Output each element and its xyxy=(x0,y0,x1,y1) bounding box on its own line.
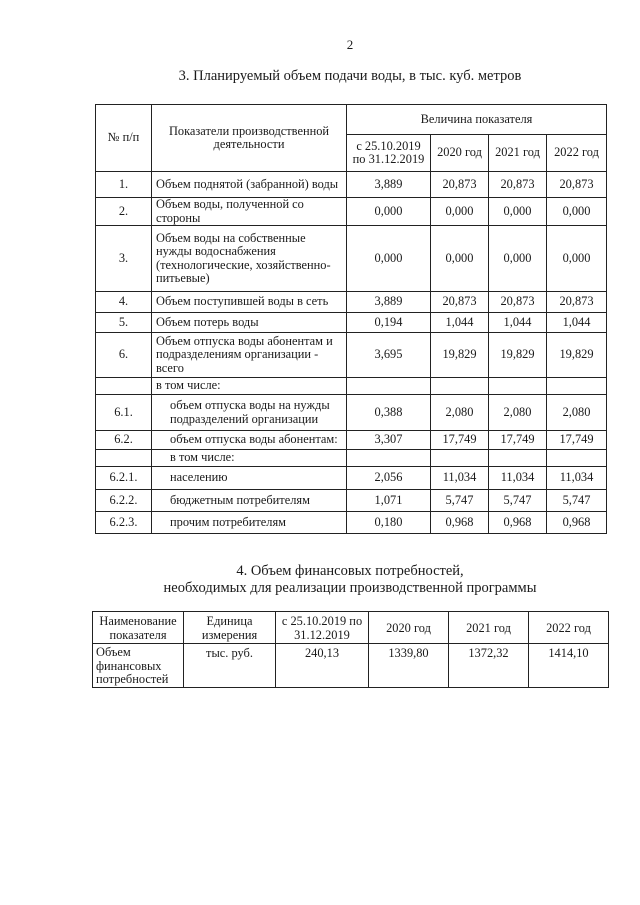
row-value xyxy=(547,378,607,395)
row-label: Объем потерь воды xyxy=(152,313,347,333)
row-number: 6.2.2. xyxy=(96,490,152,512)
row-value: 17,749 xyxy=(489,431,547,450)
row-value xyxy=(489,378,547,395)
fin-header-period-4: 2022 год xyxy=(529,612,609,644)
section4-title xyxy=(0,563,640,597)
row-number: 2. xyxy=(96,198,152,226)
row-value: 1,071 xyxy=(347,490,431,512)
row-value: 17,749 xyxy=(431,431,489,450)
row-value: 3,307 xyxy=(347,431,431,450)
row-value: 0,968 xyxy=(489,512,547,534)
row-value: 2,080 xyxy=(431,395,489,431)
row-label: объем отпуска воды на нужды подразделений организации xyxy=(152,395,347,431)
row-value: 0,000 xyxy=(489,198,547,226)
row-value: 0,000 xyxy=(547,226,607,292)
row-value xyxy=(489,450,547,467)
fin-header-name: Наименование показателя xyxy=(93,612,184,644)
row-value: 2,080 xyxy=(547,395,607,431)
row-value: 20,873 xyxy=(489,292,547,313)
row-value: 0,000 xyxy=(347,226,431,292)
table-row xyxy=(93,644,609,688)
row-value: 20,873 xyxy=(431,172,489,198)
table-row xyxy=(96,378,607,395)
fin-row-value: 1339,80 xyxy=(369,644,449,688)
fin-row-value: 1414,10 xyxy=(529,644,609,688)
row-value: 5,747 xyxy=(547,490,607,512)
row-value: 1,044 xyxy=(431,313,489,333)
row-value: 19,829 xyxy=(547,333,607,378)
row-value: 0,194 xyxy=(347,313,431,333)
row-value xyxy=(431,450,489,467)
fin-row-name: Объем финансовых потребностей xyxy=(93,644,184,688)
fin-row-unit: тыс. руб. xyxy=(184,644,276,688)
row-value: 0,000 xyxy=(347,198,431,226)
row-number: 1. xyxy=(96,172,152,198)
row-value: 0,000 xyxy=(489,226,547,292)
financial-needs-table xyxy=(92,611,609,688)
row-value: 0,000 xyxy=(431,226,489,292)
row-value: 11,034 xyxy=(489,467,547,490)
row-label: Объем поднятой (забранной) воды xyxy=(152,172,347,198)
row-value: 0,000 xyxy=(431,198,489,226)
row-value: 3,695 xyxy=(347,333,431,378)
row-value: 20,873 xyxy=(547,172,607,198)
table-row xyxy=(96,226,607,292)
row-number: 6.2.3. xyxy=(96,512,152,534)
row-number: 5. xyxy=(96,313,152,333)
row-value xyxy=(347,450,431,467)
table-row xyxy=(96,198,607,226)
row-label: в том числе: xyxy=(152,378,347,395)
row-number: 6.2. xyxy=(96,431,152,450)
fin-header-unit: Единица измерения xyxy=(184,612,276,644)
fin-row-value: 240,13 xyxy=(276,644,369,688)
section3-title: 3. Планируемый объем подачи воды, в тыс. куб. метров xyxy=(178,68,522,84)
section4-title-line1: 4. Объем финансовых потребностей, xyxy=(236,563,464,579)
row-label: в том числе: xyxy=(152,450,347,467)
row-number xyxy=(96,378,152,395)
row-value: 2,080 xyxy=(489,395,547,431)
row-value: 5,747 xyxy=(431,490,489,512)
row-value: 17,749 xyxy=(547,431,607,450)
fin-header-period-2: 2020 год xyxy=(369,612,449,644)
row-number: 6. xyxy=(96,333,152,378)
table-row xyxy=(96,450,607,467)
financial-needs-table-body xyxy=(93,644,609,688)
header-period-3: 2021 год xyxy=(489,135,547,172)
fin-header-period-1: с 25.10.2019 по 31.12.2019 xyxy=(276,612,369,644)
page-number: 2 xyxy=(346,37,354,52)
row-value: 20,873 xyxy=(489,172,547,198)
water-supply-table xyxy=(95,104,607,534)
fin-row-value: 1372,32 xyxy=(449,644,529,688)
row-value: 2,056 xyxy=(347,467,431,490)
row-value xyxy=(431,378,489,395)
row-value: 19,829 xyxy=(431,333,489,378)
header-num: № п/п xyxy=(96,105,152,172)
row-value: 20,873 xyxy=(547,292,607,313)
table-row xyxy=(96,292,607,313)
row-label: Объем отпуска воды абонентам и подразделениям организации - всего xyxy=(152,333,347,378)
header-indicator: Показатели производственной деятельности xyxy=(152,105,347,172)
row-number: 4. xyxy=(96,292,152,313)
row-value xyxy=(547,450,607,467)
row-label: Объем поступившей воды в сеть xyxy=(152,292,347,313)
header-period-4: 2022 год xyxy=(547,135,607,172)
header-period-1: с 25.10.2019 по 31.12.2019 xyxy=(347,135,431,172)
table-row xyxy=(96,172,607,198)
table-row xyxy=(96,313,607,333)
row-value: 19,829 xyxy=(489,333,547,378)
header-period-2: 2020 год xyxy=(431,135,489,172)
row-label: Объем воды, полученной со стороны xyxy=(152,198,347,226)
row-value: 0,968 xyxy=(431,512,489,534)
water-supply-table-body xyxy=(96,172,607,534)
row-value: 0,388 xyxy=(347,395,431,431)
row-value: 3,889 xyxy=(347,292,431,313)
row-number: 3. xyxy=(96,226,152,292)
row-value: 11,034 xyxy=(431,467,489,490)
table-row xyxy=(96,333,607,378)
row-label: объем отпуска воды абонентам: xyxy=(152,431,347,450)
row-value: 0,968 xyxy=(547,512,607,534)
row-label: бюджетным потребителям xyxy=(152,490,347,512)
table-row xyxy=(96,395,607,431)
row-value xyxy=(347,378,431,395)
row-number: 6.1. xyxy=(96,395,152,431)
row-number xyxy=(96,450,152,467)
table-row xyxy=(96,512,607,534)
row-number: 6.2.1. xyxy=(96,467,152,490)
row-label: прочим потребителям xyxy=(152,512,347,534)
row-label: Объем воды на собственные нужды водоснабжения (технологические, хозяйственно-питьевые) xyxy=(152,226,347,292)
table-row xyxy=(96,490,607,512)
section4-title-line2: необходимых для реализации производственной программы xyxy=(163,580,537,596)
row-value: 20,873 xyxy=(431,292,489,313)
table-row xyxy=(96,431,607,450)
row-value: 3,889 xyxy=(347,172,431,198)
row-label: населению xyxy=(152,467,347,490)
row-value: 5,747 xyxy=(489,490,547,512)
row-value: 11,034 xyxy=(547,467,607,490)
row-value: 0,000 xyxy=(547,198,607,226)
row-value: 1,044 xyxy=(489,313,547,333)
table-row xyxy=(96,467,607,490)
header-value: Величина показателя xyxy=(347,105,607,135)
fin-header-period-3: 2021 год xyxy=(449,612,529,644)
row-value: 0,180 xyxy=(347,512,431,534)
row-value: 1,044 xyxy=(547,313,607,333)
